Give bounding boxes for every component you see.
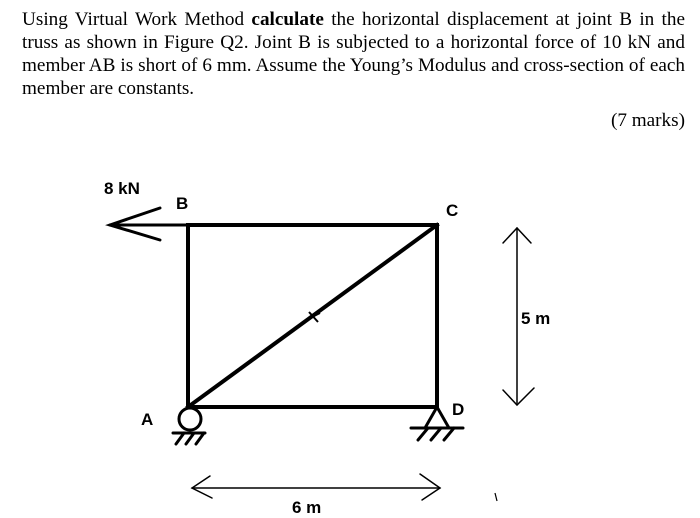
pin-support-a-icon xyxy=(173,408,205,444)
span-label: 6 m xyxy=(292,498,322,517)
joint-b-label: B xyxy=(176,194,189,213)
marks-label: (7 marks) xyxy=(610,110,685,131)
question-part-1: Using Virtual Work Method xyxy=(22,9,252,30)
span-dimension-icon xyxy=(192,474,440,500)
stray-tick xyxy=(495,493,497,501)
question-bold-word: calculate xyxy=(251,9,324,30)
height-label: 5 m xyxy=(521,309,551,328)
joint-c-label: C xyxy=(446,201,459,220)
joint-d-label: D xyxy=(452,400,465,419)
load-label: 8 kN xyxy=(104,179,140,198)
question-part-2: the horizontal displacement at joint B in the truss as shown in Figure Q2. Joint B is subjected to a horizontal force of 10 kN and member AB is short of 6 mm. Assume the Young’s Modulus and cross-section of each member are constants. xyxy=(22,9,686,99)
joint-a-label: A xyxy=(141,410,154,429)
